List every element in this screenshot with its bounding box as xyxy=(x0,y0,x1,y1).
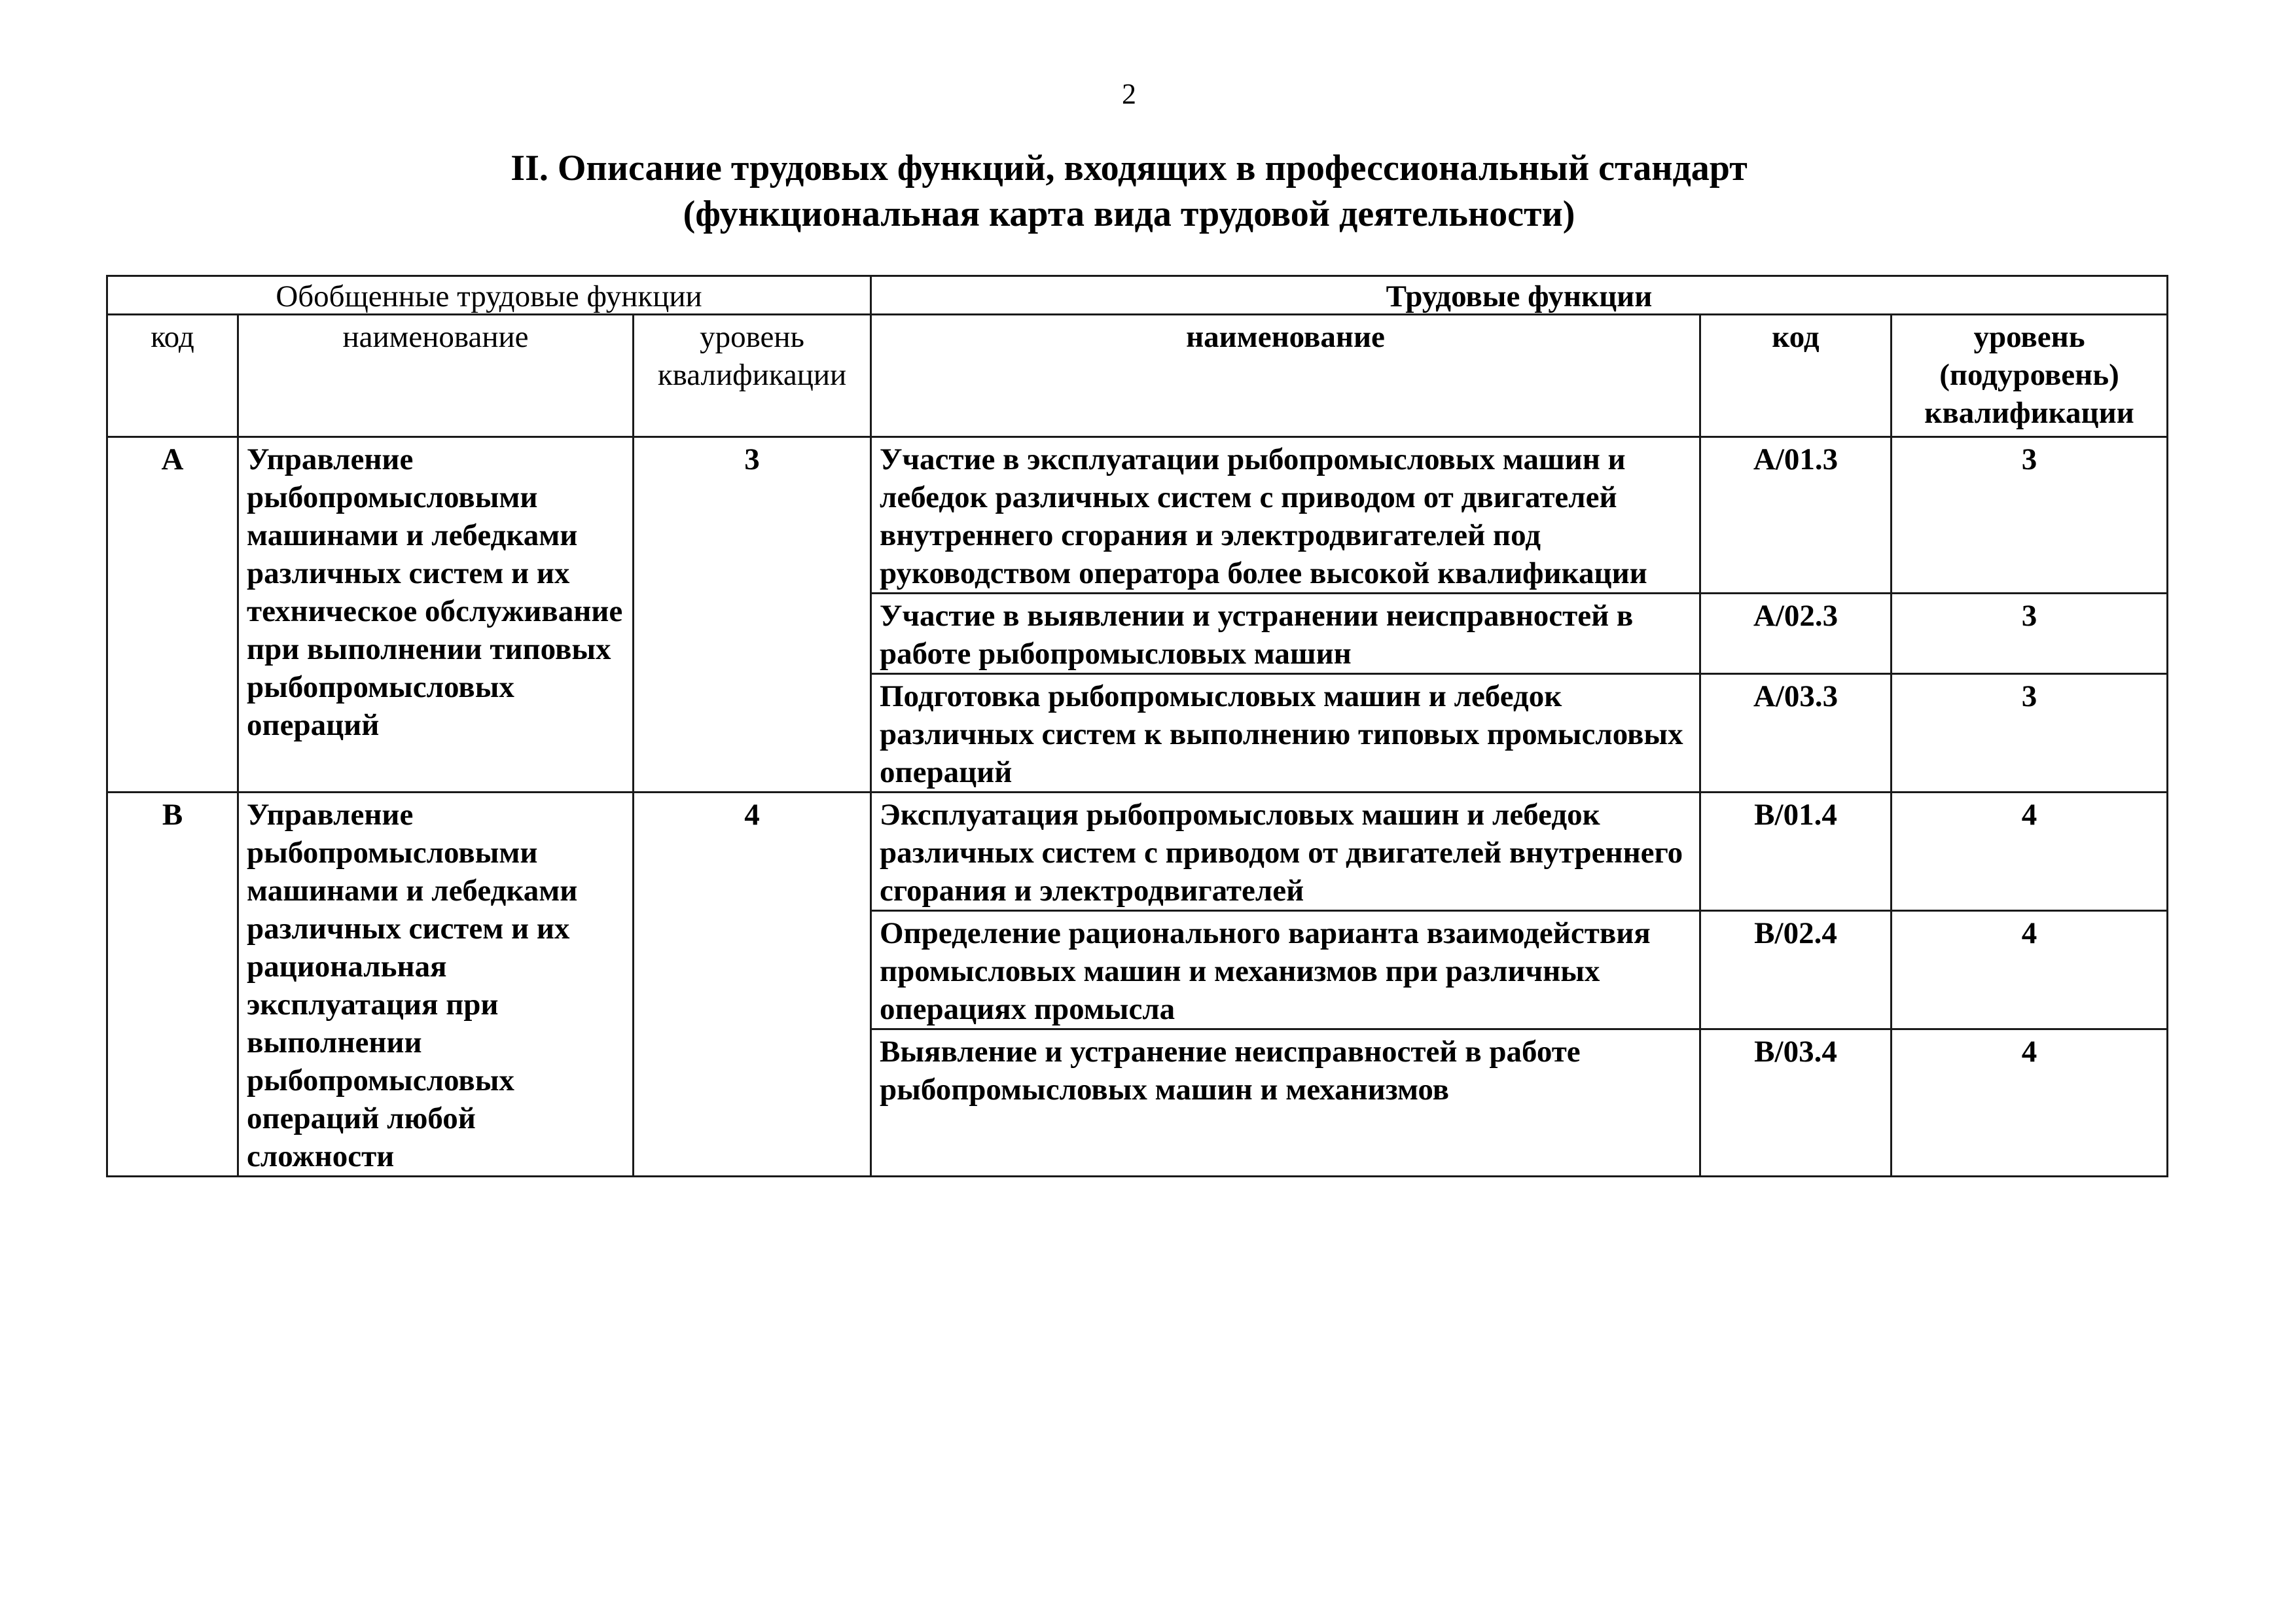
labor-function-name: Подготовка рыбопромысловых машин и лебедок различных систем к выполнению типовых промысловых операций xyxy=(871,674,1700,793)
col-header-gen-level: уровень квалификации xyxy=(634,315,871,437)
col-header-gen-name: наименование xyxy=(238,315,634,437)
table-row xyxy=(107,793,2168,911)
section-title-line2: (функциональная карта вида трудовой деятельности) xyxy=(683,194,1575,234)
col-header-fn-code: код xyxy=(1700,315,1892,437)
labor-function-level: 3 xyxy=(1892,594,2168,674)
gen-function-level: 4 xyxy=(634,793,871,1177)
gen-function-code: А xyxy=(107,437,238,793)
functional-map-table xyxy=(106,275,2168,1177)
gen-function-level: 3 xyxy=(634,437,871,793)
labor-function-level: 4 xyxy=(1892,793,2168,911)
labor-function-code: А/01.3 xyxy=(1700,437,1892,594)
section-title xyxy=(196,145,2062,237)
section-title-line1: II. Описание трудовых функций, входящих в профессиональный стандарт xyxy=(511,148,1748,188)
labor-function-name: Выявление и устранение неисправностей в работе рыбопромысловых машин и механизмов xyxy=(871,1029,1700,1177)
labor-function-level: 3 xyxy=(1892,674,2168,793)
col-header-gen-code: код xyxy=(107,315,238,437)
page-number: 2 xyxy=(1122,78,1136,110)
group-header-row xyxy=(107,276,2168,315)
gen-function-name: Управление рыбопромысловыми машинами и лебедками различных систем и их рациональная эксплуатация при выполнении рыбопромысловых операций любой сложности xyxy=(238,793,634,1177)
col-header-fn-level: уровень (подуровень) квалификации xyxy=(1892,315,2168,437)
table-row xyxy=(107,437,2168,594)
labor-functions-header: Трудовые функции xyxy=(871,276,2168,315)
gen-function-name: Управление рыбопромысловыми машинами и лебедками различных систем и их техническое обслуживание при выполнении типовых рыбопромысловых операций xyxy=(238,437,634,793)
labor-function-level: 4 xyxy=(1892,911,2168,1029)
labor-function-name: Определение рационального варианта взаимодействия промысловых машин и механизмов при различных операциях промысла xyxy=(871,911,1700,1029)
column-header-row xyxy=(107,315,2168,437)
labor-function-level: 4 xyxy=(1892,1029,2168,1177)
labor-function-code: В/03.4 xyxy=(1700,1029,1892,1177)
functional-map-table-wrapper xyxy=(106,275,2166,1173)
generalized-functions-header: Обобщенные трудовые функции xyxy=(107,276,871,315)
labor-function-name: Участие в эксплуатации рыбопромысловых машин и лебедок различных систем с приводом от двигателей внутреннего сгорания и электродвигателей под руководством оператора более высокой квалификации xyxy=(871,437,1700,594)
labor-function-name: Участие в выявлении и устранении неисправностей в работе рыбопромысловых машин xyxy=(871,594,1700,674)
labor-function-code: В/02.4 xyxy=(1700,911,1892,1029)
gen-function-code: В xyxy=(107,793,238,1177)
labor-function-code: А/02.3 xyxy=(1700,594,1892,674)
labor-function-level: 3 xyxy=(1892,437,2168,594)
col-header-fn-name: наименование xyxy=(871,315,1700,437)
labor-function-code: А/03.3 xyxy=(1700,674,1892,793)
labor-function-name: Эксплуатация рыбопромысловых машин и лебедок различных систем с приводом от двигателей внутреннего сгорания и электродвигателей xyxy=(871,793,1700,911)
labor-function-code: В/01.4 xyxy=(1700,793,1892,911)
